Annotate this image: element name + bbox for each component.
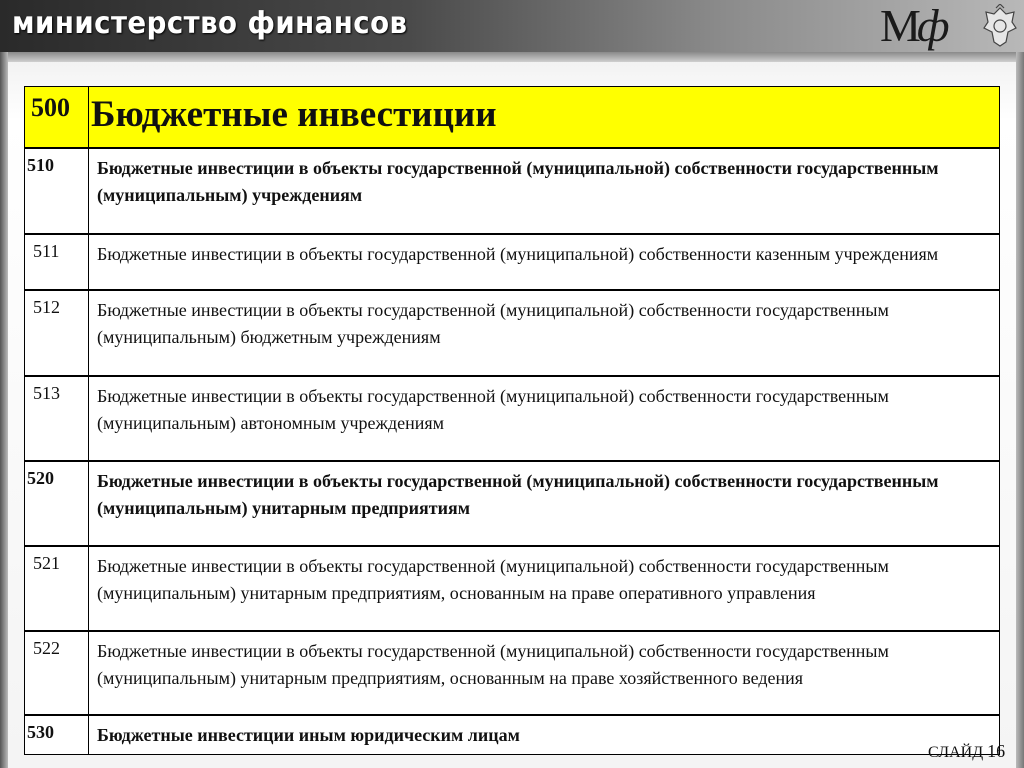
row-code: 522: [25, 632, 89, 714]
header-shadow: [0, 52, 1024, 62]
row-text: Бюджетные инвестиции в объекты государственной (муниципальной) собственности государственным (муниципальным) учреждениям: [97, 158, 939, 205]
row-code: 520: [25, 462, 89, 545]
row-code: 521: [25, 547, 89, 630]
ministry-logo: [880, 2, 976, 50]
row-text: Бюджетные инвестиции в объекты государственной (муниципальной) собственности государственным (муниципальным) унитарным предприятиям, основанным на праве хозяйственного ведения: [97, 641, 889, 688]
table-row: [24, 376, 1000, 461]
table-row: [24, 715, 1000, 755]
left-border: [0, 52, 8, 768]
row-code: 513: [25, 377, 89, 460]
table-row: [24, 234, 1000, 290]
table-row: [24, 631, 1000, 715]
ministry-title: министерство финансов: [12, 6, 408, 41]
header-text: Бюджетные инвестиции: [91, 94, 497, 135]
table-row: [24, 290, 1000, 376]
slide-label: СЛАЙД: [928, 744, 984, 761]
row-text: Бюджетные инвестиции в объекты государственной (муниципальной) собственности государственным (муниципальным) унитарным предприятиям: [97, 471, 939, 518]
row-text: Бюджетные инвестиции иным юридическим лицам: [97, 725, 520, 745]
row-text: Бюджетные инвестиции в объекты государственной (муниципальной) собственности государственным (муниципальным) бюджетным учреждениям: [97, 300, 889, 347]
row-code: 510: [25, 149, 89, 233]
header-code: 500: [25, 87, 89, 147]
right-border: [1016, 52, 1024, 768]
row-code: 530: [25, 716, 89, 754]
row-text: Бюджетные инвестиции в объекты государственной (муниципальной) собственности государственным (муниципальным) автономным учреждениям: [97, 386, 889, 433]
table-row: [24, 546, 1000, 631]
slide-number-value: 16: [987, 741, 1006, 761]
table-row: [24, 461, 1000, 546]
header-bar: [0, 0, 1024, 52]
row-text: Бюджетные инвестиции в объекты государственной (муниципальной) собственности государственным (муниципальным) унитарным предприятиям, основанным на праве оперативного управления: [97, 556, 889, 603]
logo-letter-m: М: [880, 0, 921, 51]
row-code: 511: [25, 235, 89, 289]
logo-letter-f: ф: [916, 0, 950, 51]
coat-of-arms-icon: [980, 4, 1020, 48]
row-code: 512: [25, 291, 89, 375]
table-row: [24, 148, 1000, 234]
row-text: Бюджетные инвестиции в объекты государственной (муниципальной) собственности казенным учреждениям: [97, 244, 939, 264]
table-header-row: [24, 86, 1000, 148]
slide-number: [928, 741, 1005, 762]
